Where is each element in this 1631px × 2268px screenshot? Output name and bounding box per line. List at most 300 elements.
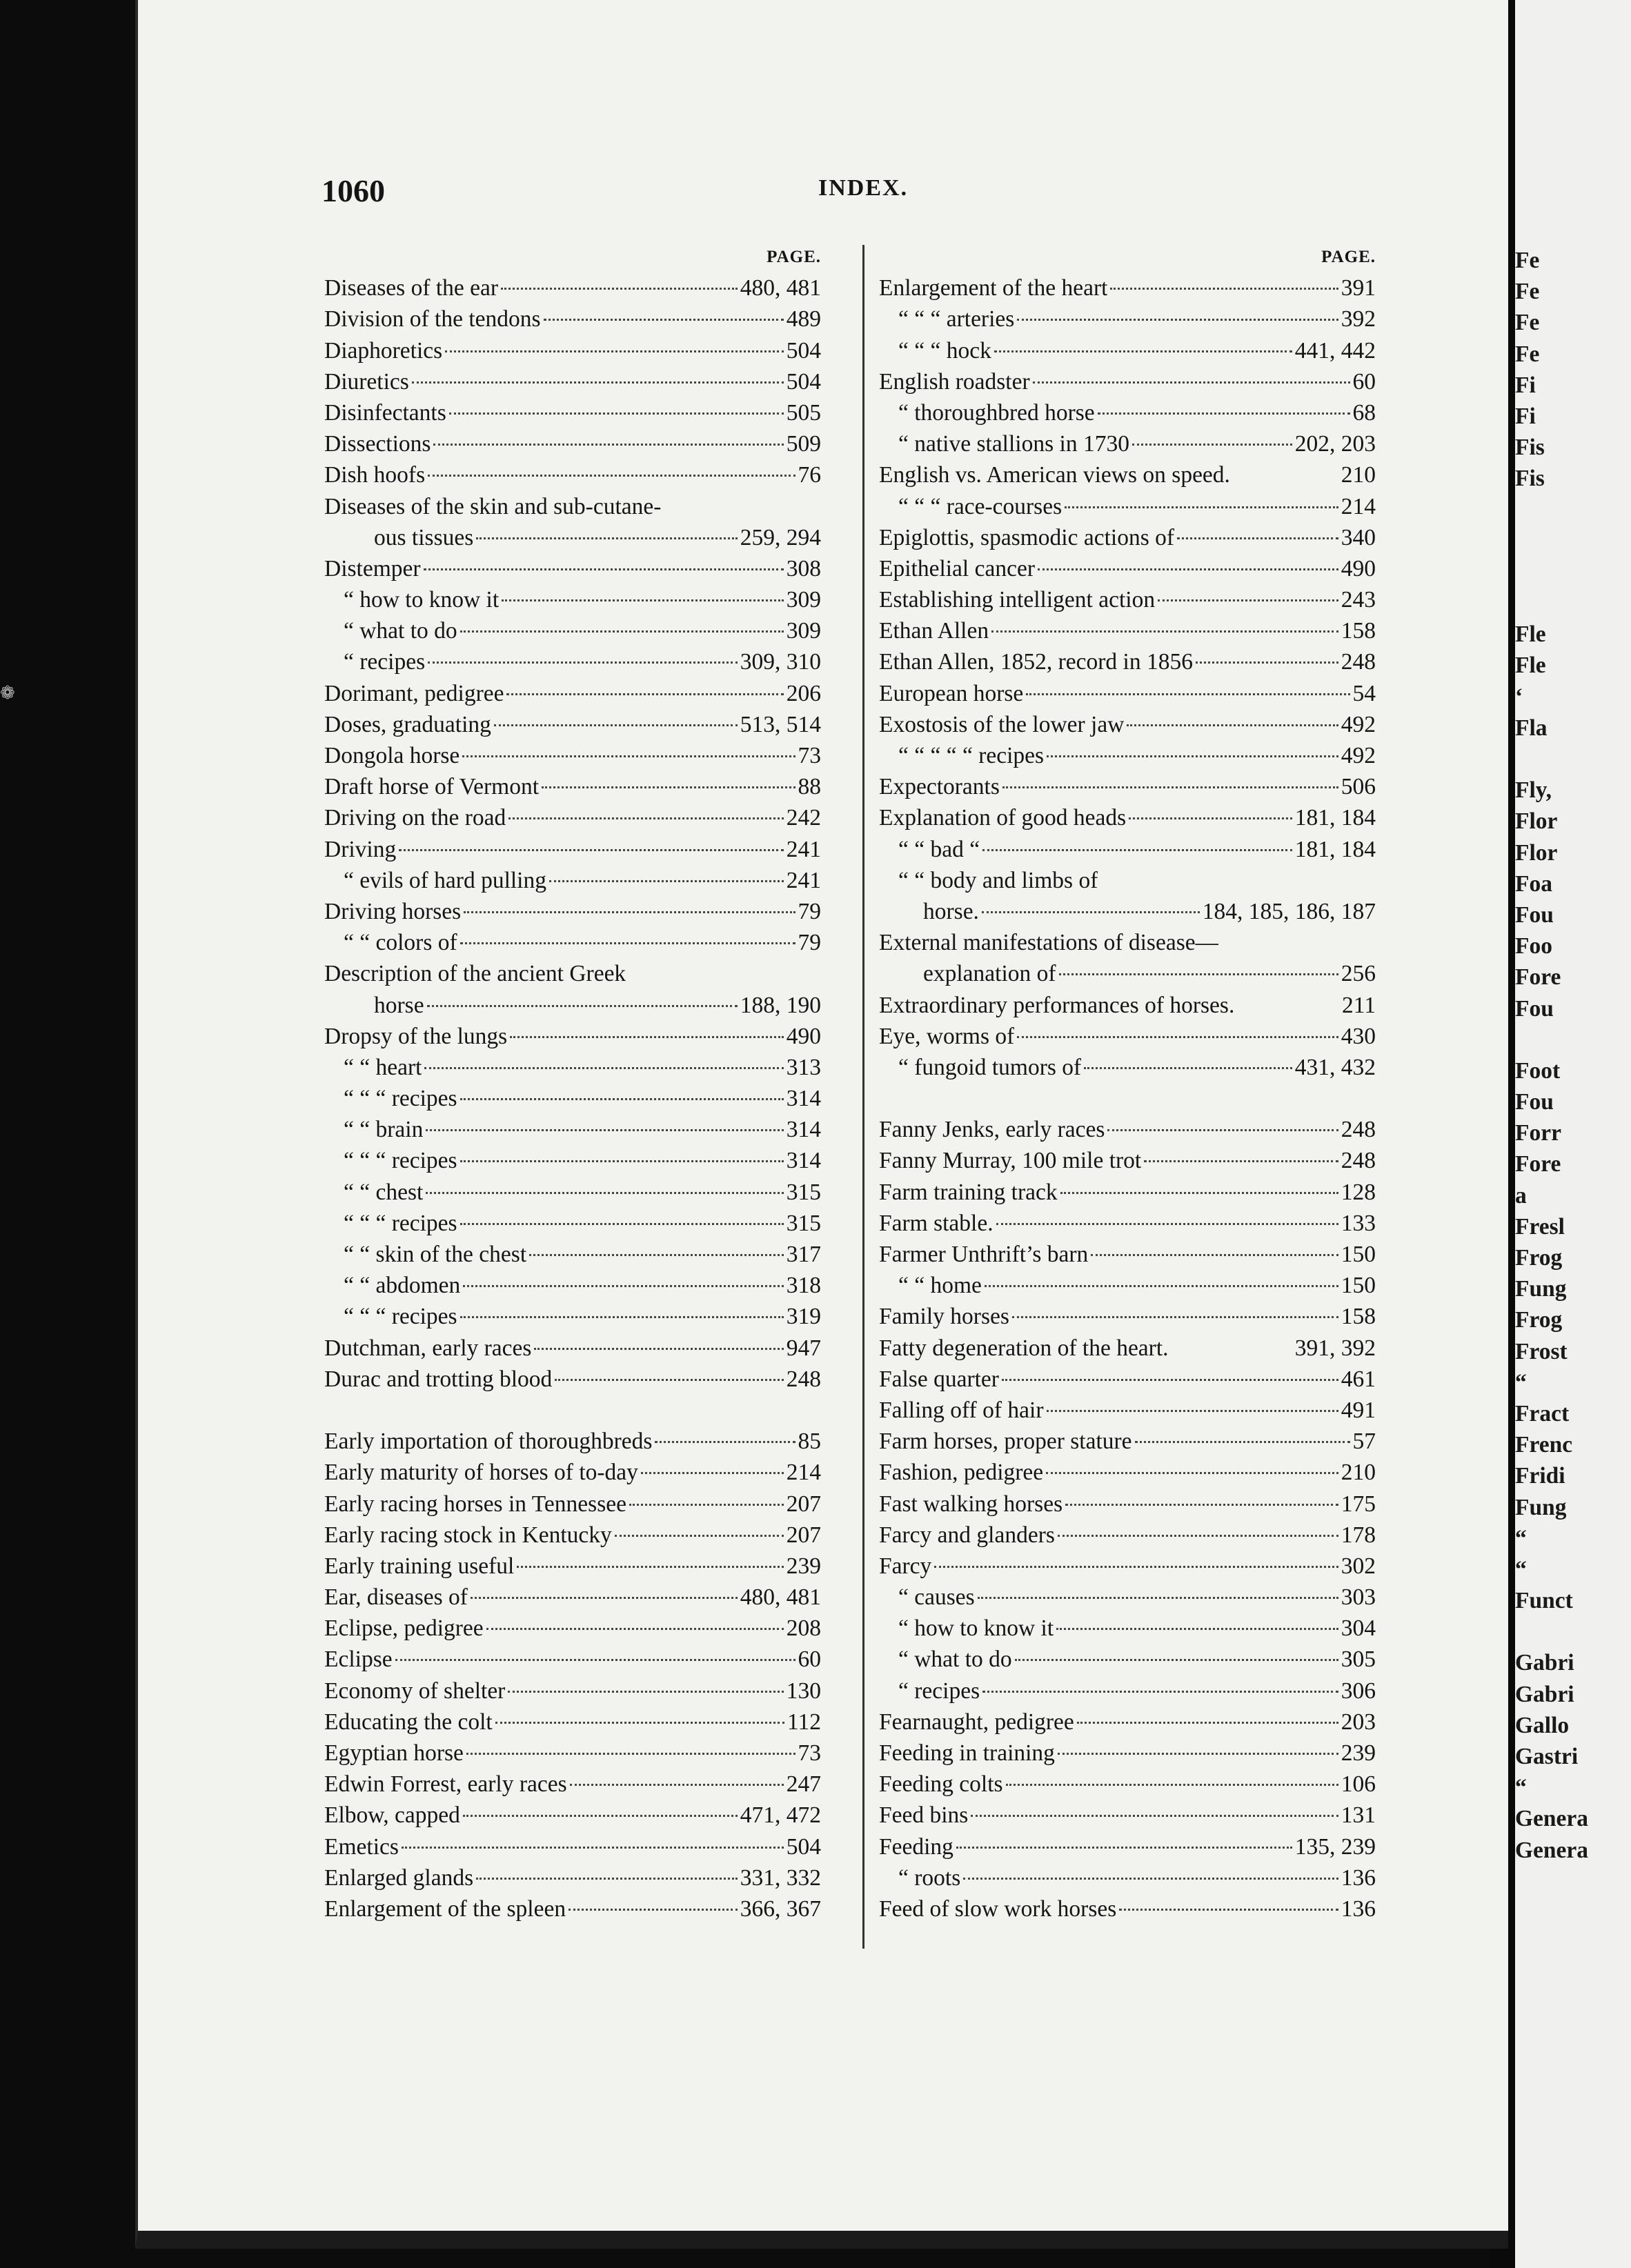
index-entry <box>879 1333 1376 1364</box>
facing-fragment: Genera <box>1515 1806 1589 1832</box>
index-entry <box>879 366 1376 397</box>
entry-pages: 504 <box>786 1833 821 1860</box>
facing-fragment: Foa <box>1515 871 1552 897</box>
entry-label: Enlargement of the heart <box>879 275 1108 301</box>
index-entry <box>879 802 1376 833</box>
index-entry <box>879 1800 1376 1831</box>
index-entry <box>879 1707 1376 1738</box>
facing-fragment <box>1515 495 1631 526</box>
facing-fragment: Fle <box>1515 621 1546 648</box>
facing-fragment: Flor <box>1515 808 1558 835</box>
dot-leader <box>462 755 795 757</box>
page-number: 1060 <box>322 173 385 208</box>
facing-fragment: ‘ <box>1515 684 1523 710</box>
entry-label: Farm stable. <box>879 1210 994 1236</box>
dot-leader <box>402 1847 784 1849</box>
dot-leader <box>460 630 784 633</box>
dot-leader <box>1132 444 1292 446</box>
index-entry <box>324 491 821 522</box>
dot-leader <box>1026 693 1350 695</box>
facing-fragment <box>1515 588 1631 619</box>
dot-leader <box>1002 1379 1338 1381</box>
dot-leader <box>934 1566 1338 1568</box>
entry-label: Early importation of thoroughbreds <box>324 1429 653 1455</box>
index-entry <box>879 958 1376 989</box>
index-entry <box>324 428 821 459</box>
index-entry <box>324 1520 821 1551</box>
facing-fragment: Fis <box>1515 435 1545 461</box>
entry-pages: 303 <box>1341 1584 1376 1611</box>
entry-label: ous tissues <box>374 524 474 550</box>
entry-label: Feeding colts <box>879 1771 1003 1798</box>
index-entry <box>879 1457 1376 1488</box>
entry-label: Early racing horses in Tennessee <box>324 1491 626 1517</box>
facing-fragment: Fung <box>1515 1276 1567 1302</box>
dot-leader <box>1002 786 1338 788</box>
entry-pages: 259, 294 <box>740 524 821 550</box>
facing-fragment: Foot <box>1515 1057 1561 1084</box>
entry-label: “ “ “ recipes <box>344 1148 457 1174</box>
index-entry <box>324 1177 821 1208</box>
entry-pages: 318 <box>786 1273 821 1299</box>
facing-fragment: Fe <box>1515 279 1540 305</box>
index-entry <box>324 1052 821 1083</box>
entry-pages: 492 <box>1341 743 1376 768</box>
index-entry <box>324 1239 821 1270</box>
index-entry <box>324 1021 821 1052</box>
entry-pages: 181, 184 <box>1294 805 1376 831</box>
facing-fragment: Frost <box>1515 1338 1568 1364</box>
entry-pages: 302 <box>1341 1553 1376 1579</box>
entry-label: Dish hoofs <box>324 462 426 488</box>
dot-leader <box>495 1722 784 1724</box>
entry-label: Dropsy of the lungs <box>324 1023 508 1049</box>
index-entry <box>324 1426 821 1457</box>
facing-page-fragments <box>1515 245 1631 1866</box>
dot-leader <box>510 1036 784 1038</box>
entry-pages: 175 <box>1341 1491 1376 1517</box>
entry-pages: 391, 392 <box>1294 1335 1376 1361</box>
facing-fragment: Frog <box>1515 1245 1563 1271</box>
index-entry <box>324 1800 821 1831</box>
index-entry <box>879 1613 1376 1644</box>
dot-leader <box>1056 1628 1338 1630</box>
dot-leader <box>424 1067 783 1069</box>
entry-label: Driving on the road <box>324 805 506 831</box>
index-entry <box>879 1675 1376 1707</box>
entry-label: “ “ skin of the chest <box>344 1242 527 1267</box>
entries-right <box>879 272 1376 1924</box>
entry-label: horse. <box>923 898 979 924</box>
entry-label: Draft horse of Vermont <box>324 774 540 800</box>
entry-label: Driving <box>324 836 397 862</box>
entry-pages: 214 <box>1341 493 1376 519</box>
running-head: INDEX. <box>818 175 909 201</box>
dot-leader <box>1015 1659 1338 1661</box>
dot-leader <box>460 1223 784 1225</box>
dot-leader <box>445 350 784 352</box>
entry-label: “ causes <box>898 1584 975 1611</box>
dot-leader <box>542 786 795 788</box>
index-entry <box>879 553 1376 584</box>
dot-leader <box>982 1691 1338 1693</box>
index-entry <box>324 896 821 927</box>
dot-leader <box>426 1129 783 1131</box>
entry-pages: 947 <box>786 1335 821 1361</box>
facing-fragment: Fe <box>1515 248 1540 273</box>
entry-label: “ “ “ arteries <box>898 306 1015 332</box>
entry-label: Family horses <box>879 1304 1009 1330</box>
index-entry <box>879 927 1376 958</box>
dot-leader <box>501 288 738 290</box>
entry-pages: 178 <box>1341 1522 1376 1548</box>
entry-label: “ “ “ race-courses <box>898 493 1062 519</box>
index-entry <box>324 522 821 553</box>
dot-leader <box>1046 1472 1338 1474</box>
dot-leader <box>395 1659 795 1661</box>
index-entry <box>879 1893 1376 1924</box>
facing-fragment: Fung <box>1515 1494 1567 1520</box>
index-entry <box>879 584 1376 615</box>
facing-fragment: Gabri <box>1515 1681 1574 1707</box>
index-entry <box>879 1364 1376 1395</box>
entry-label: Elbow, capped <box>324 1802 460 1829</box>
entry-pages: 491 <box>1341 1397 1376 1423</box>
entry-pages: 315 <box>786 1179 821 1205</box>
index-entry <box>324 802 821 833</box>
entry-pages: 133 <box>1341 1210 1376 1236</box>
dot-leader <box>1107 1129 1338 1131</box>
dot-leader <box>1060 1192 1338 1194</box>
entry-pages: 158 <box>1341 1304 1376 1330</box>
dot-leader <box>1006 1784 1338 1786</box>
entry-label: “ native stallions in 1730 <box>898 431 1129 457</box>
facing-fragment: Fe <box>1515 310 1540 336</box>
entry-pages: 504 <box>786 337 821 364</box>
entry-pages: 203 <box>1341 1709 1376 1735</box>
index-entry <box>324 335 821 366</box>
index-entry <box>879 896 1376 927</box>
entry-pages: 490 <box>1341 555 1376 581</box>
entry-pages: 309, 310 <box>740 649 821 675</box>
entry-pages: 210 <box>1341 462 1376 488</box>
dot-leader <box>569 1909 738 1911</box>
dot-leader <box>424 568 784 570</box>
index-entry <box>324 1083 821 1114</box>
entry-pages: 317 <box>786 1242 821 1267</box>
entry-pages: 210 <box>1341 1460 1376 1486</box>
index-entry <box>879 1208 1376 1239</box>
index-entry <box>879 1738 1376 1769</box>
entry-label: “ “ body and limbs of <box>898 867 1098 893</box>
facing-fragment: Fresl <box>1515 1213 1565 1240</box>
entry-pages: 248 <box>786 1366 821 1392</box>
entry-pages: 241 <box>786 867 821 893</box>
entry-pages: 181, 184 <box>1294 836 1376 862</box>
index-entry <box>879 1301 1376 1332</box>
entry-label: “ what to do <box>898 1647 1012 1673</box>
entry-label: Early maturity of horses of to-day <box>324 1460 638 1486</box>
dot-leader <box>655 1441 795 1443</box>
entry-pages: 313 <box>786 1054 821 1080</box>
entry-label: European horse <box>879 680 1024 706</box>
dot-leader <box>956 1847 1292 1849</box>
entry-label: Enlargement of the spleen <box>324 1896 566 1922</box>
entry-pages: 309 <box>786 618 821 644</box>
entry-pages: 513, 514 <box>740 711 821 737</box>
dot-leader <box>996 1223 1338 1225</box>
entry-label: Fearnaught, pedigree <box>879 1709 1074 1735</box>
dot-leader <box>399 849 784 851</box>
entry-label: “ “ bad “ <box>898 836 980 862</box>
entry-label: Eye, worms of <box>879 1023 1015 1049</box>
index-entry <box>324 1893 821 1924</box>
entry-pages: 461 <box>1341 1366 1376 1392</box>
entry-label: Fatty degeneration of the heart. <box>879 1335 1169 1361</box>
entry-label: Dutchman, early races <box>324 1335 532 1361</box>
facing-fragment: Fou <box>1515 902 1554 928</box>
dot-leader <box>1129 817 1292 819</box>
entry-label: Diaphoretics <box>324 337 443 364</box>
dot-leader <box>1091 1254 1338 1256</box>
dot-leader <box>508 817 783 819</box>
facing-fragment: Fract <box>1515 1400 1570 1426</box>
entry-pages: 504 <box>786 368 821 395</box>
entry-pages: 106 <box>1341 1771 1376 1798</box>
index-entry <box>324 990 821 1021</box>
index-entry <box>879 1021 1376 1052</box>
index-entry <box>324 709 821 740</box>
entry-label: False quarter <box>879 1366 999 1392</box>
entry-label: “ roots <box>898 1864 961 1891</box>
entry-pages: 184, 185, 186, 187 <box>1202 898 1376 924</box>
entry-label: Extraordinary performances of horses. <box>879 992 1235 1018</box>
entry-label: English vs. American views on speed. <box>879 462 1230 488</box>
dot-leader <box>1158 599 1338 601</box>
index-entry <box>324 1862 821 1893</box>
dot-leader <box>428 662 738 664</box>
index-entry <box>879 1551 1376 1582</box>
index-entry <box>879 1644 1376 1675</box>
entry-pages: 79 <box>798 930 821 956</box>
index-entry <box>324 304 821 335</box>
entry-pages: 214 <box>786 1460 821 1486</box>
entry-pages: 131 <box>1341 1802 1376 1829</box>
entry-label: Ethan Allen, 1852, record in 1856 <box>879 649 1193 675</box>
index-entry <box>324 397 821 428</box>
dot-leader <box>517 1566 783 1568</box>
page-header <box>322 172 1398 228</box>
index-entry <box>879 709 1376 740</box>
index-entry <box>324 272 821 304</box>
dot-leader <box>1065 1504 1338 1506</box>
entry-pages: 314 <box>786 1148 821 1174</box>
index-entry <box>879 990 1376 1021</box>
entry-pages: 366, 367 <box>740 1896 821 1922</box>
dot-leader <box>463 1815 738 1817</box>
entry-pages: 331, 332 <box>740 1864 821 1891</box>
entry-label: Emetics <box>324 1833 399 1860</box>
dot-leader <box>486 1628 784 1630</box>
entry-label: Diuretics <box>324 368 409 395</box>
dot-leader <box>534 1348 783 1350</box>
entry-label: Farm horses, proper stature <box>879 1429 1132 1455</box>
entry-label: Enlarged glands <box>324 1864 474 1891</box>
index-entry <box>324 1301 821 1332</box>
entry-pages: 490 <box>786 1023 821 1049</box>
dot-leader <box>426 1192 783 1194</box>
dot-leader <box>555 1379 783 1381</box>
entry-pages: 88 <box>798 774 821 800</box>
dot-leader <box>615 1535 784 1537</box>
entry-pages: 207 <box>786 1491 821 1517</box>
entry-pages: 211 <box>1341 992 1376 1018</box>
index-entry <box>879 865 1376 896</box>
entry-pages: 480, 481 <box>740 275 821 301</box>
entry-label: Early racing stock in Kentucky <box>324 1522 612 1548</box>
entry-label: Establishing intelligent action <box>879 587 1156 613</box>
index-entry <box>324 1145 821 1176</box>
dot-leader <box>494 724 738 726</box>
dot-leader <box>982 911 1200 913</box>
entry-pages: 431, 432 <box>1294 1054 1376 1080</box>
dot-leader <box>982 849 1292 851</box>
entry-pages: 60 <box>1352 368 1376 395</box>
entry-label: “ recipes <box>898 1678 980 1704</box>
dot-leader <box>476 537 737 539</box>
entry-pages: 471, 472 <box>740 1802 821 1829</box>
entry-pages: 340 <box>1341 524 1376 550</box>
dot-leader <box>544 319 784 321</box>
entry-label: Ear, diseases of <box>324 1584 468 1611</box>
entry-pages: 68 <box>1352 399 1376 426</box>
facing-fragment: Fore <box>1515 1151 1561 1177</box>
index-entry <box>879 1052 1376 1083</box>
entry-label: “ how to know it <box>344 587 500 613</box>
dot-leader <box>460 1160 784 1162</box>
entry-pages: 480, 481 <box>740 1584 821 1611</box>
entry-label: Feeding <box>879 1833 953 1860</box>
dot-leader <box>570 1784 784 1786</box>
entry-pages: 308 <box>786 555 821 581</box>
index-entry <box>879 397 1376 428</box>
index-entry <box>879 428 1376 459</box>
column-heading: PAGE. <box>767 248 821 266</box>
dot-leader <box>460 1316 784 1318</box>
column-heading: PAGE. <box>1321 248 1376 266</box>
entry-label: Epithelial cancer <box>879 555 1035 581</box>
entry-label: Educating the colt <box>324 1709 493 1735</box>
index-entry <box>324 1707 821 1738</box>
entry-label: “ “ “ recipes <box>344 1210 457 1236</box>
entry-label: Exostosis of the lower jaw <box>879 711 1125 737</box>
facing-fragment: Fore <box>1515 964 1561 991</box>
dot-leader <box>1047 755 1338 757</box>
facing-fragment: Foo <box>1515 933 1552 959</box>
entry-label: explanation of <box>923 961 1056 987</box>
facing-fragment: Flor <box>1515 839 1558 866</box>
index-entry <box>324 1582 821 1613</box>
entry-label: Driving horses <box>324 898 462 924</box>
entry-label: Epiglottis, spasmodic actions of <box>879 524 1175 550</box>
dot-leader <box>1177 537 1338 539</box>
entry-pages: 239 <box>786 1553 821 1579</box>
index-entry <box>879 1145 1376 1176</box>
index-entry <box>324 1675 821 1707</box>
index-entry <box>879 834 1376 865</box>
entry-pages: 135, 239 <box>1294 1833 1376 1860</box>
dot-leader <box>464 911 795 913</box>
entry-pages: 136 <box>1341 1896 1376 1922</box>
index-entry <box>879 335 1376 366</box>
entry-pages: 248 <box>1341 649 1376 675</box>
entry-pages: 492 <box>1341 711 1376 737</box>
index-entry <box>324 958 821 989</box>
entry-pages: 207 <box>786 1522 821 1548</box>
entry-label: “ “ “ hock <box>898 337 991 364</box>
index-entry <box>324 927 821 958</box>
index-entry <box>879 304 1376 335</box>
entry-pages: 85 <box>798 1429 821 1455</box>
entry-pages: 112 <box>787 1709 821 1735</box>
dot-leader <box>1077 1722 1338 1724</box>
facing-fragment: Fou <box>1515 1089 1554 1115</box>
entry-label: “ “ home <box>898 1273 982 1299</box>
dot-leader <box>994 350 1292 352</box>
index-column-right <box>879 241 1376 1924</box>
facing-fragment <box>1515 744 1631 775</box>
entry-pages: 506 <box>1341 774 1376 800</box>
index-entry <box>879 740 1376 771</box>
dot-leader <box>433 444 783 446</box>
entry-label: Feeding in training <box>879 1740 1055 1766</box>
dot-leader <box>463 1285 783 1287</box>
entry-label: “ “ “ recipes <box>344 1304 457 1330</box>
entry-label: Fanny Murray, 100 mile trot <box>879 1148 1142 1174</box>
facing-fragment: Fis <box>1515 466 1545 492</box>
entry-pages: 247 <box>786 1771 821 1798</box>
facing-fragment: Funct <box>1515 1588 1573 1614</box>
index-entry <box>324 1333 821 1364</box>
entry-label: Eclipse, pedigree <box>324 1615 484 1642</box>
dot-leader <box>428 475 795 477</box>
facing-fragment: Gabri <box>1515 1650 1574 1676</box>
entry-pages: 76 <box>798 462 821 488</box>
entry-pages: 136 <box>1341 1864 1376 1891</box>
dot-leader <box>629 1504 784 1506</box>
entry-label: “ how to know it <box>898 1615 1054 1642</box>
entry-label: Early training useful <box>324 1553 515 1579</box>
entry-label: “ recipes <box>344 649 426 675</box>
entry-label: Feed of slow work horses <box>879 1896 1117 1922</box>
dot-leader <box>978 1597 1338 1599</box>
index-entry <box>324 584 821 615</box>
entry-pages: 208 <box>786 1615 821 1642</box>
entry-pages: 202, 203 <box>1294 431 1376 457</box>
facing-fragment: “ <box>1515 1775 1527 1801</box>
dot-leader <box>502 599 784 601</box>
entry-label: English roadster <box>879 368 1030 395</box>
entry-label: Explanation of good heads <box>879 805 1127 831</box>
entry-pages: 248 <box>1341 1117 1376 1143</box>
entry-label: horse <box>374 992 424 1018</box>
entry-label: Economy of shelter <box>324 1678 506 1704</box>
entry-label: Fanny Jenks, early races <box>879 1117 1105 1143</box>
entry-pages: 430 <box>1341 1023 1376 1049</box>
facing-fragment: Gallo <box>1515 1712 1570 1738</box>
entry-label: Distemper <box>324 555 421 581</box>
index-entry <box>324 740 821 771</box>
